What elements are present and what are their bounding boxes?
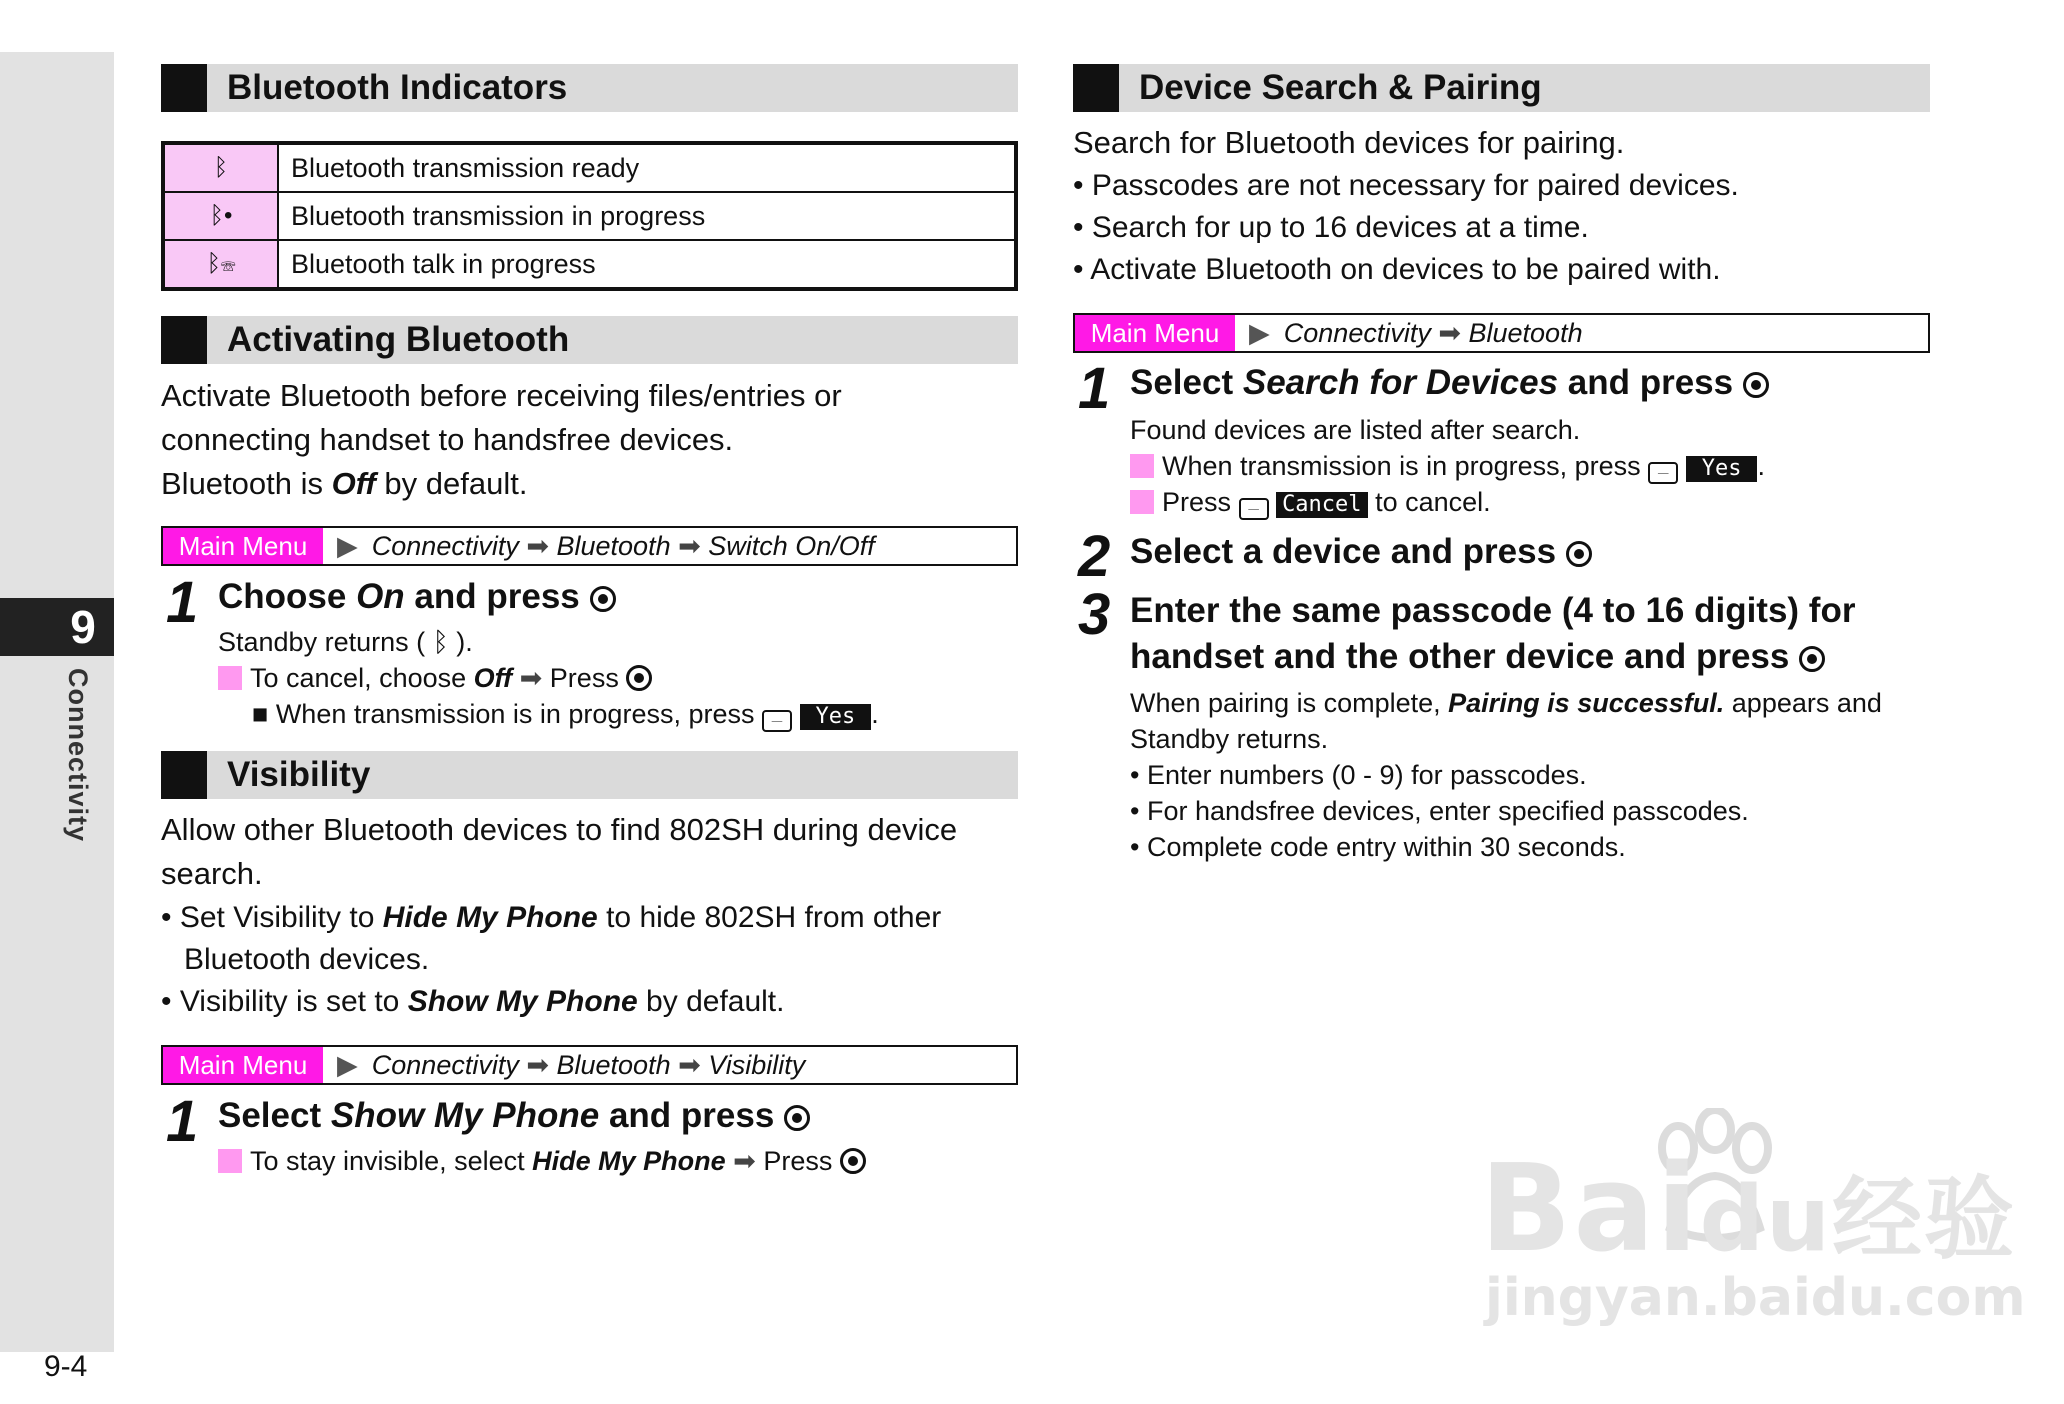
step-instruction: Select Show My Phone and press [218, 1093, 810, 1139]
text-line: Bluetooth is Off by default. [161, 466, 528, 501]
note-line: Found devices are listed after search. [1130, 415, 1581, 445]
section-title: Activating Bluetooth [227, 320, 570, 359]
main-menu-label: Main Menu [163, 1047, 323, 1083]
center-key-icon [784, 1105, 810, 1131]
text-line: search. [161, 856, 263, 891]
center-key-icon [840, 1148, 866, 1174]
softkey-icon: ⏤ [762, 710, 792, 732]
table-row [163, 192, 1016, 240]
step-instruction: Select Search for Devices and press [1130, 360, 1769, 406]
section-header-activating [161, 316, 1018, 364]
center-key-icon [590, 586, 616, 612]
bluetooth-talk-icon: ᛒ☏ [163, 240, 278, 289]
visibility-bullets [161, 897, 1041, 1023]
note-line: When pairing is complete, Pairing is successful. appears and [1130, 688, 1882, 718]
text-line: Activate Bluetooth before receiving files/entries or [161, 378, 842, 413]
indicator-description: Bluetooth transmission ready [278, 143, 1016, 192]
softkey-icon: ⏤ [1239, 498, 1269, 520]
note-line: When transmission is in progress, press ⏤ Yes . [1130, 448, 1765, 484]
bluetooth-ready-icon: ᛒ [163, 143, 278, 192]
list-item: • Search for up to 16 devices at a time. [1073, 211, 1589, 244]
softkey-icon: ⏤ [1648, 462, 1678, 484]
watermark-url: jingyan.baidu.com [1485, 1268, 2026, 1328]
main-menu-label: Main Menu [163, 528, 323, 564]
table-row [163, 240, 1016, 289]
triangle-icon: ▶ [1249, 318, 1270, 348]
note-marker-icon [218, 1149, 242, 1173]
triangle-icon: ▶ [337, 1050, 358, 1080]
list-item: • Enter numbers (0 - 9) for passcodes. [1130, 760, 1587, 790]
step-notes [218, 624, 879, 732]
chapter-sidebar [0, 52, 114, 1352]
arrow-icon: ➡ [526, 531, 549, 561]
chapter-number: 9 [0, 598, 114, 656]
note-line: Standby returns. [1130, 724, 1329, 754]
list-item: • Complete code entry within 30 seconds. [1130, 832, 1626, 862]
pairing-description: Search for Bluetooth devices for pairing. [1073, 125, 1625, 160]
arrow-icon: ➡ [678, 1050, 701, 1080]
step-instruction [1130, 588, 1855, 680]
chapter-title: Connectivity [63, 668, 93, 843]
bluetooth-transmitting-icon: ᛒ• [163, 192, 278, 240]
arrow-icon: ➡ [733, 1146, 756, 1176]
text-line: handset and the other device and press [1130, 634, 1855, 680]
note-line: Press ⏤ Cancel to cancel. [1130, 484, 1765, 520]
note-line: Standby returns ( ᛒ ). [218, 627, 473, 657]
note-marker-icon [1130, 490, 1154, 514]
table-row [163, 143, 1016, 192]
pairing-bullets [1073, 165, 1933, 291]
text-line: connecting handset to handsfree devices. [161, 422, 734, 457]
page-number: 9-4 [44, 1350, 88, 1383]
center-key-icon [1799, 646, 1825, 672]
section-title: Bluetooth Indicators [227, 68, 568, 107]
menu-path: ▶ Connectivity ➡ Bluetooth [1249, 318, 1583, 348]
menu-path-visibility [161, 1045, 1018, 1085]
list-item: • Activate Bluetooth on devices to be paired with. [1073, 253, 1721, 286]
step-note: To stay invisible, select Hide My Phone ➡ Press [218, 1143, 866, 1179]
step-number: 2 [1078, 524, 1111, 589]
arrow-icon: ➡ [678, 531, 701, 561]
note-marker-icon [218, 666, 242, 690]
arrow-icon: ➡ [1438, 318, 1461, 348]
section-header-visibility [161, 751, 1018, 799]
note-line: ■ When transmission is in progress, press ⏤ Yes . [218, 696, 879, 732]
list-item-continued: Bluetooth devices. [184, 943, 430, 976]
section-header-indicators [161, 64, 1018, 112]
softkey-cancel: Cancel [1276, 492, 1367, 518]
list-item: • For handsfree devices, enter specified passcodes. [1130, 796, 1749, 826]
text-line: Enter the same passcode (4 to 16 digits) for [1130, 591, 1856, 630]
step-number: 1 [1078, 356, 1111, 421]
step-notes [1130, 412, 1765, 520]
text-line: Allow other Bluetooth devices to find 802SH during device [161, 812, 958, 847]
step-notes [1130, 685, 1882, 865]
section-header-pairing [1073, 64, 1930, 112]
triangle-icon: ▶ [337, 531, 358, 561]
menu-path-pairing [1073, 313, 1930, 353]
step-number: 1 [166, 570, 199, 635]
softkey-yes: Yes [1686, 456, 1758, 482]
section-title: Device Search & Pairing [1139, 68, 1542, 107]
arrow-icon: ➡ [526, 1050, 549, 1080]
main-menu-label: Main Menu [1075, 315, 1235, 351]
indicator-description: Bluetooth transmission in progress [278, 192, 1016, 240]
note-line: To cancel, choose Off ➡ Press [218, 660, 879, 696]
center-key-icon [1743, 372, 1769, 398]
step-number: 1 [166, 1089, 199, 1154]
center-key-icon [1566, 541, 1592, 567]
visibility-description [161, 808, 1041, 896]
step-instruction: Select a device and press [1130, 529, 1592, 575]
center-key-icon [626, 665, 652, 691]
step-number: 3 [1078, 582, 1111, 647]
indicator-table [161, 141, 1018, 291]
list-item: • Visibility is set to Show My Phone by default. [161, 985, 785, 1018]
softkey-yes: Yes [800, 704, 872, 730]
menu-path-switch [161, 526, 1018, 566]
step-instruction: Choose On and press [218, 574, 616, 620]
list-item: • Passcodes are not necessary for paired devices. [1073, 169, 1739, 202]
menu-path: ▶ Connectivity ➡ Bluetooth ➡ Visibility [337, 1050, 806, 1080]
section-title: Visibility [227, 755, 371, 794]
watermark-text: Baidu经验 [1480, 1140, 2017, 1279]
arrow-icon: ➡ [519, 663, 543, 693]
indicator-description: Bluetooth talk in progress [278, 240, 1016, 289]
activating-description [161, 374, 1021, 506]
list-item: • Set Visibility to Hide My Phone to hide 802SH from other [161, 901, 942, 934]
menu-path: ▶ Connectivity ➡ Bluetooth ➡ Switch On/Off [337, 531, 875, 561]
note-marker-icon [1130, 454, 1154, 478]
